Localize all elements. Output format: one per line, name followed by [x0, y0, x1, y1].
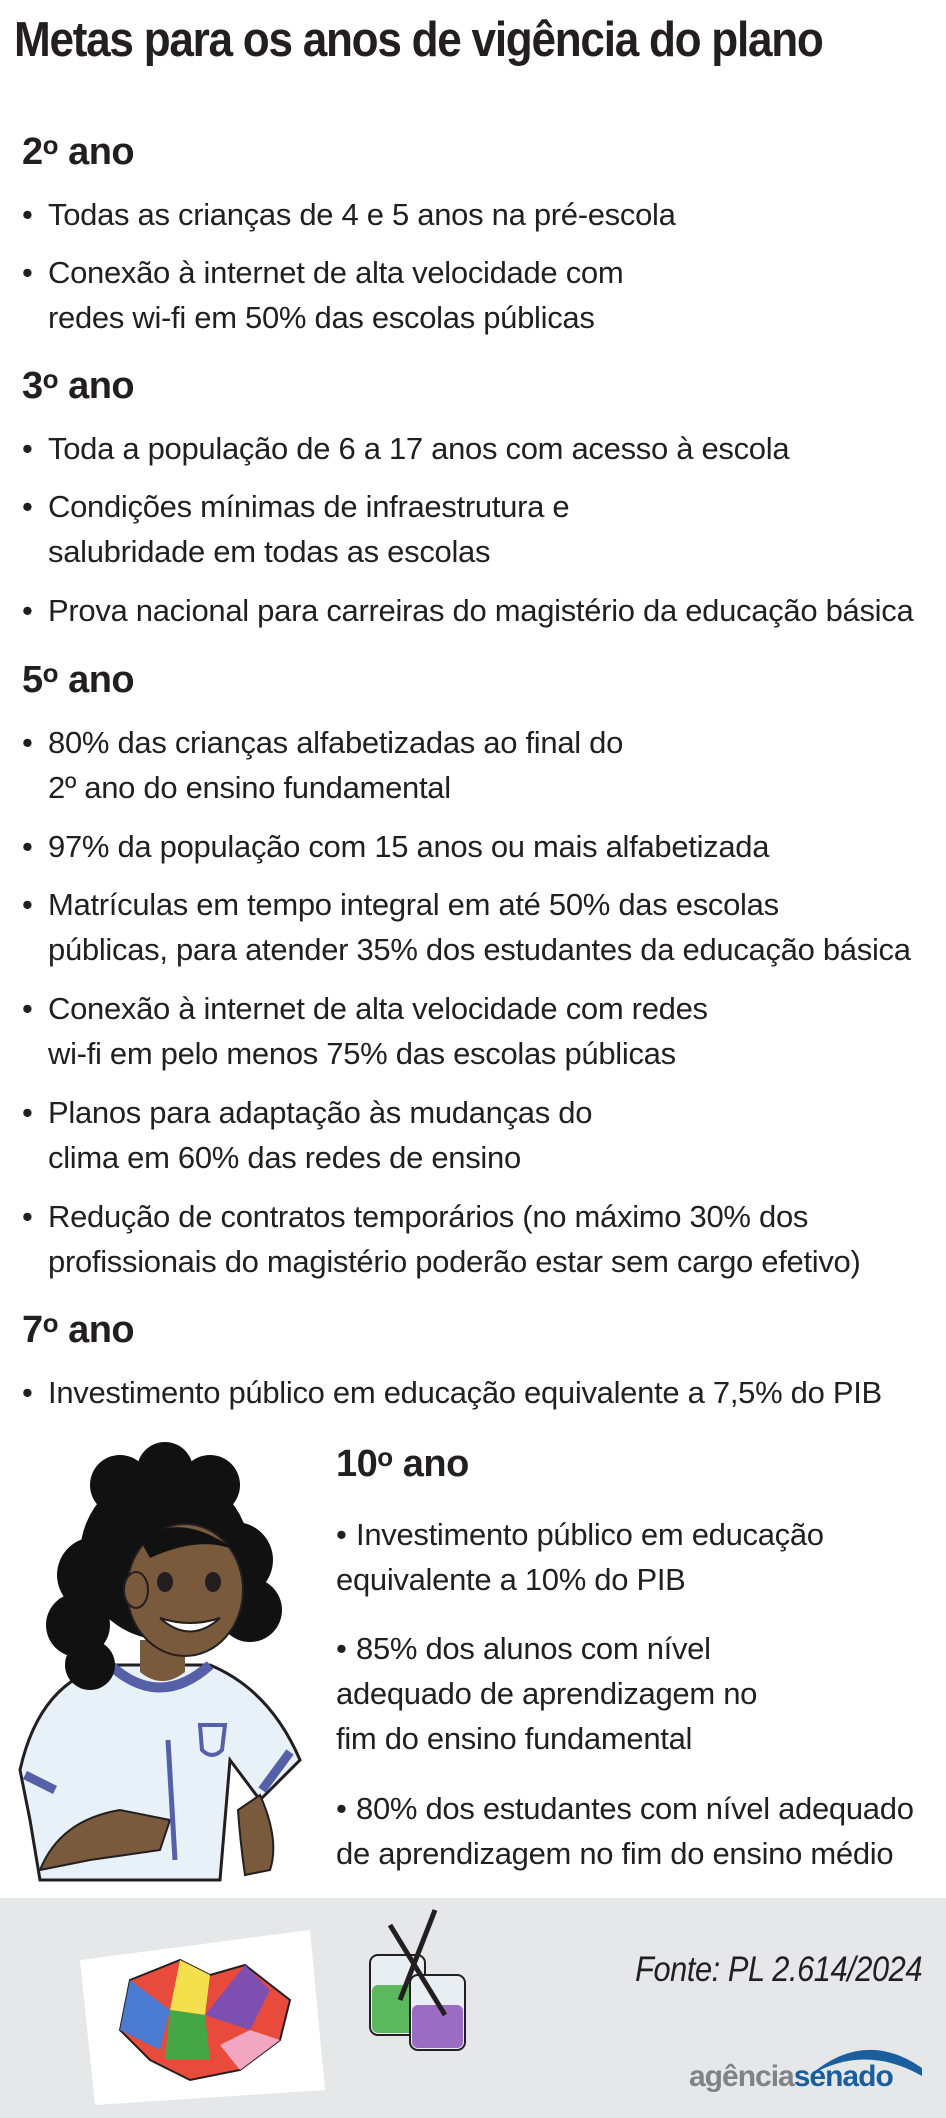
section-heading-7: 7$^o$ ano	[22, 1308, 135, 1351]
section-heading-2: 2$^o$ ano	[22, 130, 135, 173]
section-heading-5: 5$^o$ ano	[22, 658, 135, 701]
list-item: • Redução de contratos temporários (no máximo 30% dos profissionais do magistério poderão estar sem cargo efetivo)	[22, 1199, 861, 1279]
list-item: • Todas as crianças de 4 e 5 anos na pré-escola	[22, 197, 676, 232]
list-item: • Investimento público em educação equivalente a 7,5% do PIB	[22, 1375, 882, 1410]
list-item: • 85% dos alunos com nível adequado de aprendizagem no fim do ensino fundamental	[336, 1631, 758, 1756]
list-item: • Investimento público em educação equivalente a 10% do PIB	[336, 1517, 824, 1597]
girl-illustration	[0, 1440, 350, 1910]
page-title: Metas para os anos de vigência do plano	[14, 13, 823, 67]
list-item: • 80% das crianças alfabetizadas ao final do 2º ano do ensino fundamental	[22, 725, 624, 805]
source-text: Fonte: PL 2.614/2024	[635, 1950, 922, 1989]
list-item: • Toda a população de 6 a 17 anos com acesso à escola	[22, 431, 790, 466]
list-item: • Condições mínimas de infraestrutura e salubridade em todas as escolas	[22, 489, 570, 569]
list-item: • Prova nacional para carreiras do magistério da educação básica	[22, 593, 914, 628]
section-heading-10: 10$^o$ ano	[336, 1442, 469, 1485]
section-heading-3: 3$^o$ ano	[22, 364, 135, 407]
logo-part1: agência	[689, 2060, 794, 2093]
list-item: • Conexão à internet de alta velocidade com redes wi-fi em 50% das escolas públicas	[22, 255, 624, 335]
agencia-senado-logo	[689, 2038, 924, 2098]
list-item: • Planos para adaptação às mudanças do clima em 60% das redes de ensino	[22, 1095, 593, 1175]
list-item: • 97% da população com 15 anos ou mais alfabetizada	[22, 829, 770, 864]
logo-part2: senado	[793, 2060, 893, 2093]
paint-jars-icon	[360, 1905, 480, 2055]
map-painting	[70, 1920, 330, 2110]
list-item: • Conexão à internet de alta velocidade com redes wi-fi em pelo menos 75% das escolas públicas	[22, 991, 708, 1071]
list-item: • 80% dos estudantes com nível adequado de aprendizagem no fim do ensino médio	[336, 1791, 914, 1871]
list-item: • Matrículas em tempo integral em até 50% das escolas públicas, para atender 35% dos estudantes da educação básica	[22, 887, 911, 967]
